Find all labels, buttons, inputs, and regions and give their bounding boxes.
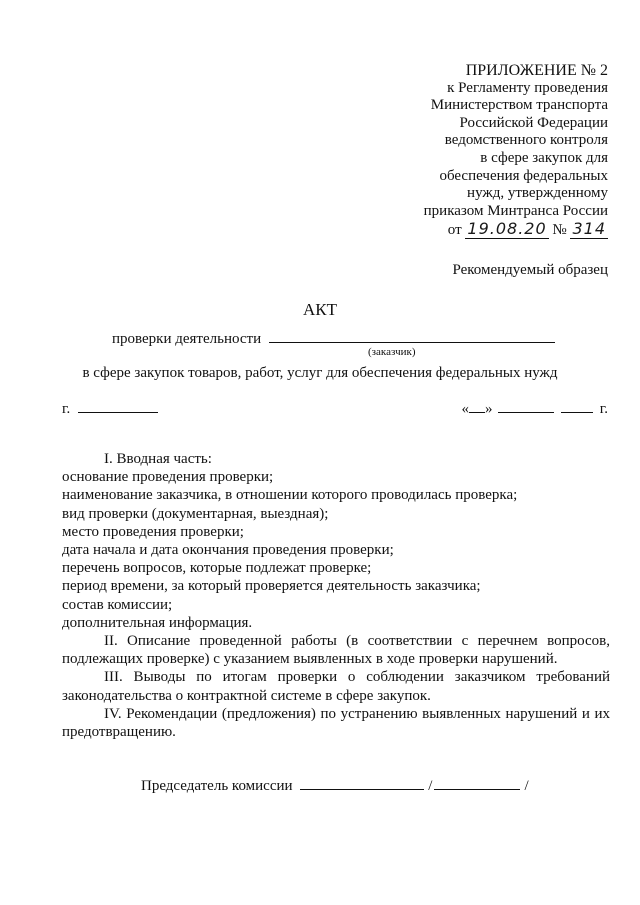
inspection-label: проверки деятельности bbox=[112, 331, 262, 347]
signature-label: Председатель комиссии bbox=[141, 778, 293, 794]
header-line: обеспечения федеральных bbox=[439, 167, 608, 184]
signature-blank-line bbox=[300, 775, 424, 790]
header-line: Министерством транспорта bbox=[430, 97, 608, 114]
open-quote: « bbox=[461, 401, 470, 417]
act-body bbox=[62, 450, 610, 741]
procurement-sphere-line: в сфере закупок товаров, работ, услуг для обеспечения федеральных нужд bbox=[82, 365, 558, 381]
number-prefix: № bbox=[552, 222, 567, 239]
customer-caption: (заказчик) bbox=[368, 346, 416, 358]
order-date-line bbox=[448, 220, 608, 240]
header-line: Российской Федерации bbox=[459, 114, 608, 131]
year-suffix: г. bbox=[599, 401, 608, 417]
header-line: к Регламенту проведения bbox=[447, 79, 608, 96]
section-1-item: перечень вопросов, которые подлежат проверке; bbox=[62, 560, 372, 577]
customer-blank-line bbox=[269, 328, 555, 343]
city-field bbox=[62, 398, 158, 418]
section-1-item: состав комиссии; bbox=[62, 596, 173, 613]
signature-separator: / bbox=[428, 778, 433, 794]
section-4-paragraph: IV. Рекомендации (предложения) по устранению выявленных нарушений и их предотвращению. bbox=[62, 705, 610, 741]
section-3-paragraph: III. Выводы по итогам проверки о соблюдении заказчиком требований законодательства о контрактной системе в сфере закупок. bbox=[62, 669, 610, 704]
section-1-item: основание проведения проверки; bbox=[62, 469, 274, 486]
header-line: нужд, утвержденному bbox=[467, 185, 608, 202]
section-1-item: дата начала и дата окончания проведения проверки; bbox=[62, 542, 394, 559]
close-quote: » bbox=[485, 401, 493, 417]
city-prefix: г. bbox=[62, 401, 71, 417]
document-title: АКТ bbox=[303, 300, 337, 319]
header-line: в сфере закупок для bbox=[480, 149, 608, 166]
handwritten-order-number: 314 bbox=[572, 219, 606, 239]
section-1-item: дополнительная информация. bbox=[62, 614, 253, 631]
section-1-item: вид проверки (документарная, выездная); bbox=[62, 505, 329, 522]
sample-label: Рекомендуемый образец bbox=[452, 262, 608, 278]
year-blank-line bbox=[561, 398, 593, 413]
header-line: приказом Минтранса России bbox=[423, 202, 608, 219]
date-prefix: от bbox=[447, 222, 462, 239]
section-1-item: наименование заказчика, в отношении которого проводилась проверка; bbox=[62, 487, 518, 504]
section-1-heading: I. Вводная часть: bbox=[104, 451, 212, 467]
section-1-item: период времени, за который проверяется деятельность заказчика; bbox=[62, 578, 481, 595]
month-blank-line bbox=[498, 398, 554, 413]
act-date-field bbox=[462, 398, 608, 418]
section-2-paragraph: II. Описание проведенной работы (в соответствии с перечнем вопросов, подлежащих проверке) с указанием выявленных в ходе проверки нарушений. bbox=[62, 633, 610, 668]
handwritten-order-date: 19.08.20 bbox=[467, 219, 547, 239]
signature-row bbox=[141, 775, 529, 795]
appendix-number: ПРИЛОЖЕНИЕ № 2 bbox=[465, 62, 608, 79]
day-blank-line bbox=[469, 398, 485, 413]
header-line: ведомственного контроля bbox=[444, 132, 608, 149]
signature-separator: / bbox=[524, 778, 529, 794]
approval-header bbox=[424, 62, 608, 240]
section-1-item: место проведения проверки; bbox=[62, 523, 244, 540]
city-blank-line bbox=[78, 398, 158, 413]
name-blank-line bbox=[434, 775, 520, 790]
inspection-row bbox=[112, 328, 555, 348]
